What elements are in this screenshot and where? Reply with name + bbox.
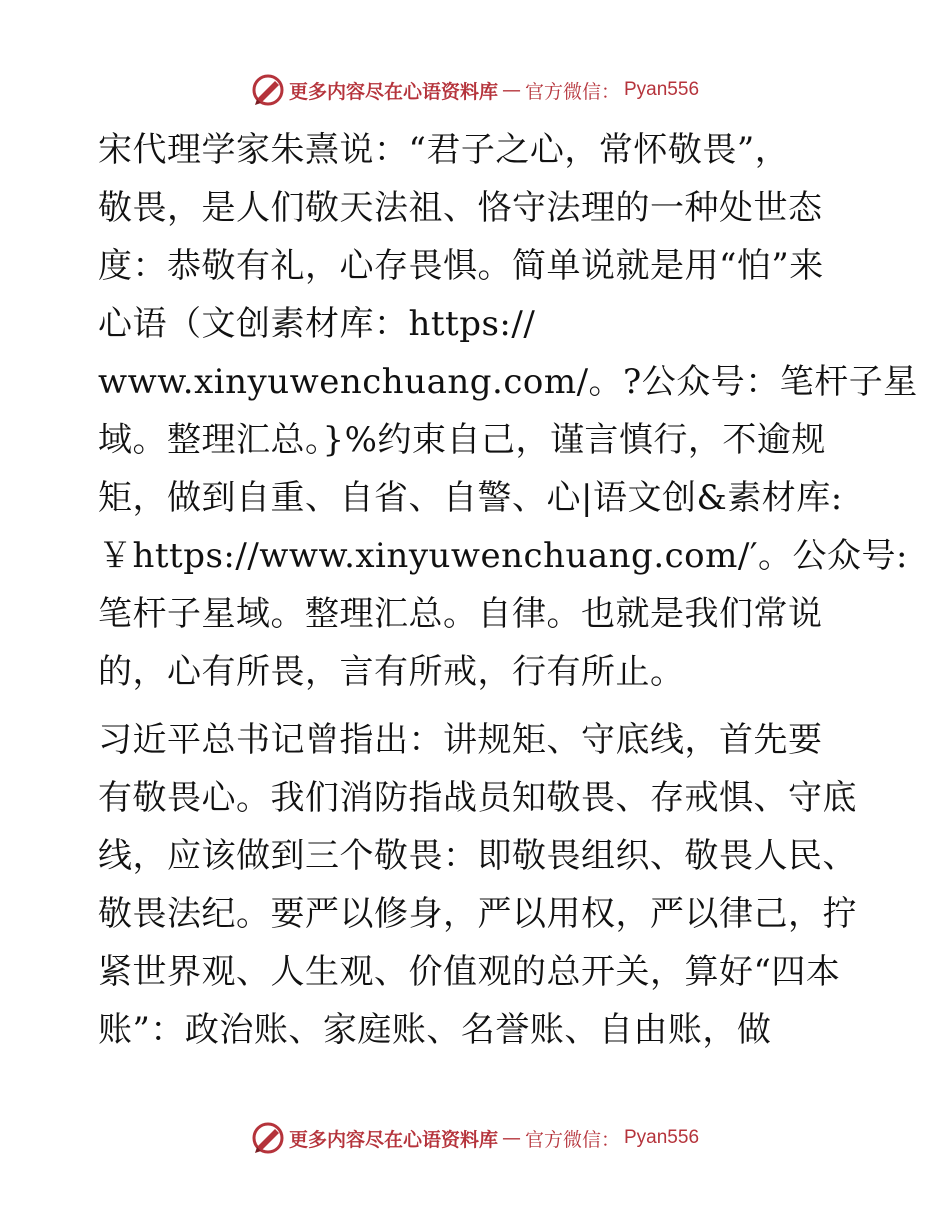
text-line: 紧世界观、人生观、价值观的总开关，算好“四本	[98, 952, 841, 992]
banner-wechat-label: 官方微信：	[524, 1128, 620, 1151]
text-line: 域。整理汇总。}%约束自己，谨言慎行，不逾规	[98, 420, 826, 460]
banner-wechat-id: Pyan556	[624, 79, 700, 100]
text-line: 习近平总书记曾指出：讲规矩、守底线，首先要	[98, 720, 823, 760]
pen-logo-icon	[251, 73, 285, 107]
text-line: www.xinyuwenchuang.com/。?公众号：笔杆子星	[98, 362, 918, 402]
banner-text: 更多内容尽在心语资料库	[288, 1128, 498, 1151]
paragraph-1	[98, 121, 918, 701]
banner-dash: —	[501, 79, 521, 101]
text-line: 敬畏，是人们敬天法祖、恪守法理的一种处世态	[98, 188, 823, 228]
document-body	[98, 121, 918, 1059]
text-line: 有敬畏心。我们消防指战员知敬畏、存戒惧、守底	[98, 778, 857, 818]
header-watermark-banner	[0, 70, 950, 110]
pen-logo-icon	[251, 1121, 285, 1155]
banner-text: 更多内容尽在心语资料库	[288, 80, 498, 103]
text-line: 的，心有所畏，言有所戒，行有所止。	[98, 652, 685, 692]
text-line: 矩，做到自重、自省、自警、心|语文创&素材库:	[98, 478, 843, 518]
text-line: 度：恭敬有礼，心存畏惧。简单说就是用“怕”来	[98, 246, 824, 286]
banner-dash: —	[501, 1127, 521, 1149]
banner-wechat-label: 官方微信：	[524, 80, 620, 103]
text-line: ￥https://www.xinyuwenchuang.com/′。公众号:	[98, 536, 909, 576]
text-line: 笔杆子星域。整理汇总。自律。也就是我们常说	[98, 594, 823, 634]
footer-watermark-banner	[0, 1118, 950, 1158]
paragraph-gap	[98, 701, 858, 711]
text-line: 宋代理学家朱熹说：“君子之心，常怀敬畏”，	[98, 130, 790, 170]
banner-wechat-id: Pyan556	[624, 1127, 700, 1148]
paragraph-2	[98, 711, 858, 1059]
text-line: 线，应该做到三个敬畏：即敬畏组织、敬畏人民、	[98, 836, 857, 876]
text-line: 账”：政治账、家庭账、名誉账、自由账，做	[98, 1010, 772, 1050]
text-line: 心语（文创素材库：https://	[98, 304, 536, 344]
text-line: 敬畏法纪。要严以修身，严以用权，严以律己，拧	[98, 894, 857, 934]
